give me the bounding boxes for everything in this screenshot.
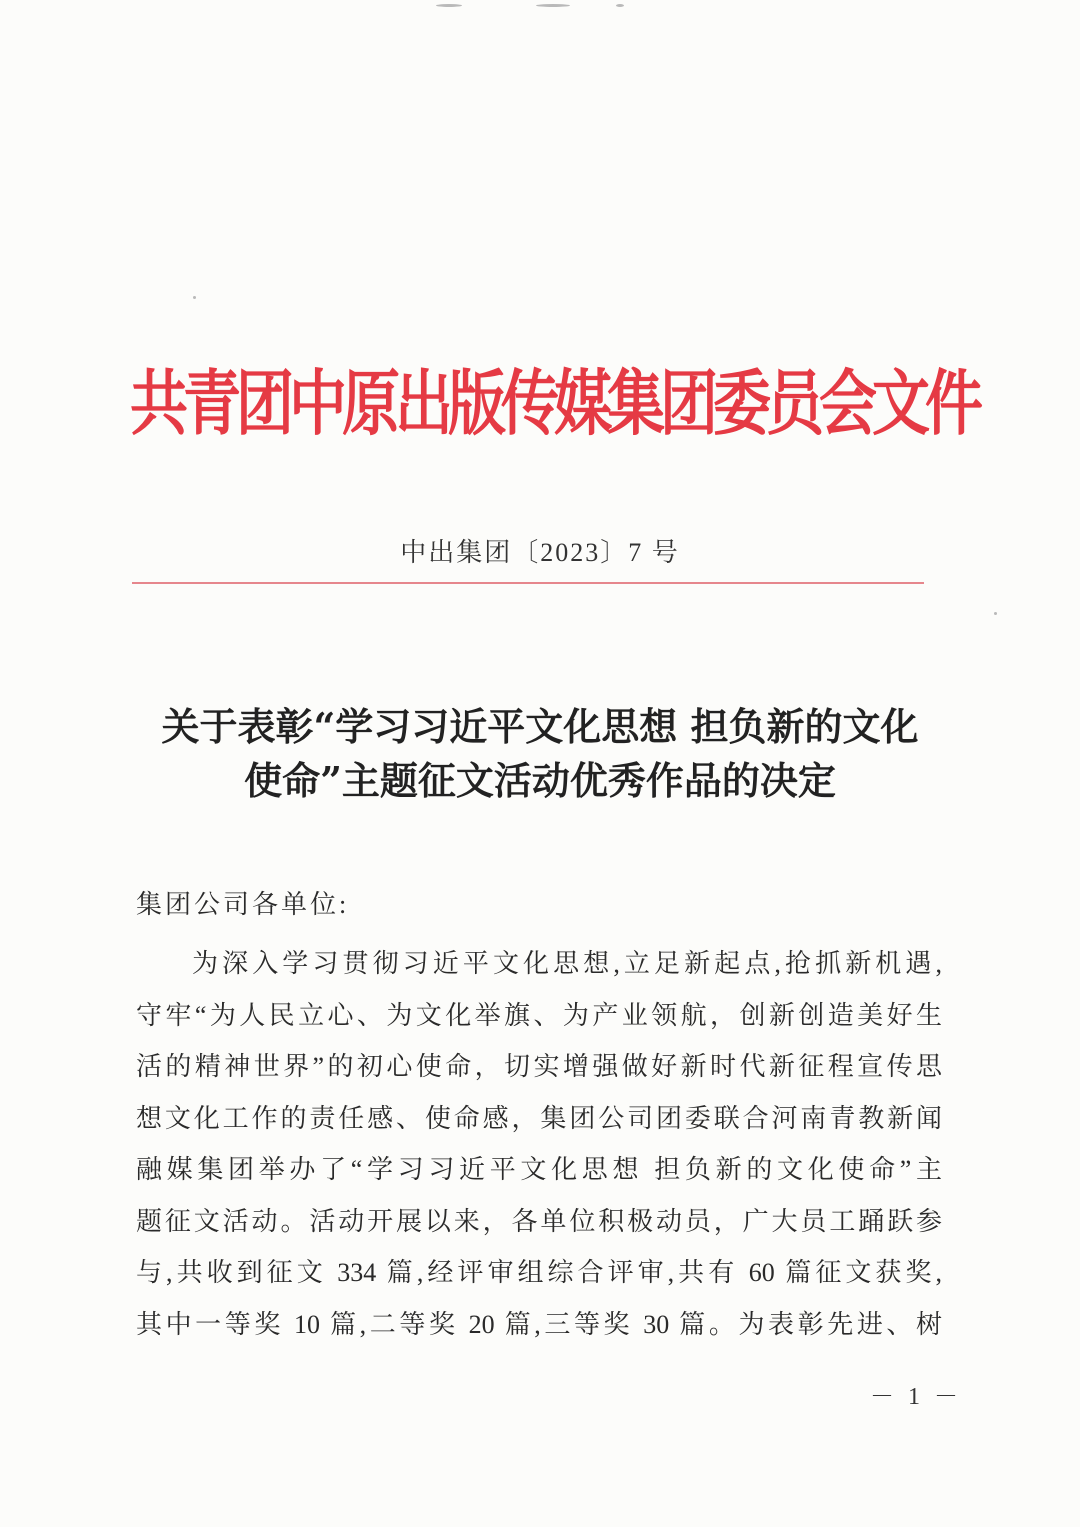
scan-speck [536,4,570,7]
document-number: 中出集团〔2023〕7 号 [400,538,680,567]
issuer-red-header: 共青团中原出版传媒集团委员会文件 [130,361,979,445]
body-line: 想文化工作的责任感、使命感，集团公司团委联合河南青教新闻 [136,1103,942,1133]
scan-speck [436,4,462,7]
body-line: 其中一等奖 10 篇,二等奖 20 篇,三等奖 30 篇。为表彰先进、树 [136,1309,942,1339]
body-line: 活的精神世界”的初心使命，切实增强做好新时代新征程宣传思 [136,1052,942,1081]
title-line: 使命”主题征文活动优秀作品的决定 [244,758,836,803]
body-paragraph [136,938,942,1350]
scan-speck [193,296,196,299]
body-line: 为深入学习贯彻习近平文化思想,立足新起点,抢抓新机遇, [192,949,942,978]
scan-speck [994,612,997,615]
salutation: 集团公司各单位: [136,890,350,919]
page-number: － 1 － [870,1384,962,1410]
body-line: 题征文活动。活动开展以来，各单位积极动员，广大员工踊跃参 [136,1206,942,1236]
document-title [130,700,950,808]
body-line: 守牢“为人民立心、为文化举旗、为产业领航，创新创造美好生 [136,1000,942,1030]
title-line: 关于表彰“学习习近平文化思想 担负新的文化 [161,704,919,749]
body-line: 融媒集团举办了“学习习近平文化思想 担负新的文化使命”主 [136,1155,942,1184]
scan-speck [616,4,624,7]
body-line: 与,共收到征文 334 篇,经评审组综合评审,共有 60 篇征文获奖, [136,1258,942,1287]
red-divider-line [132,582,924,584]
